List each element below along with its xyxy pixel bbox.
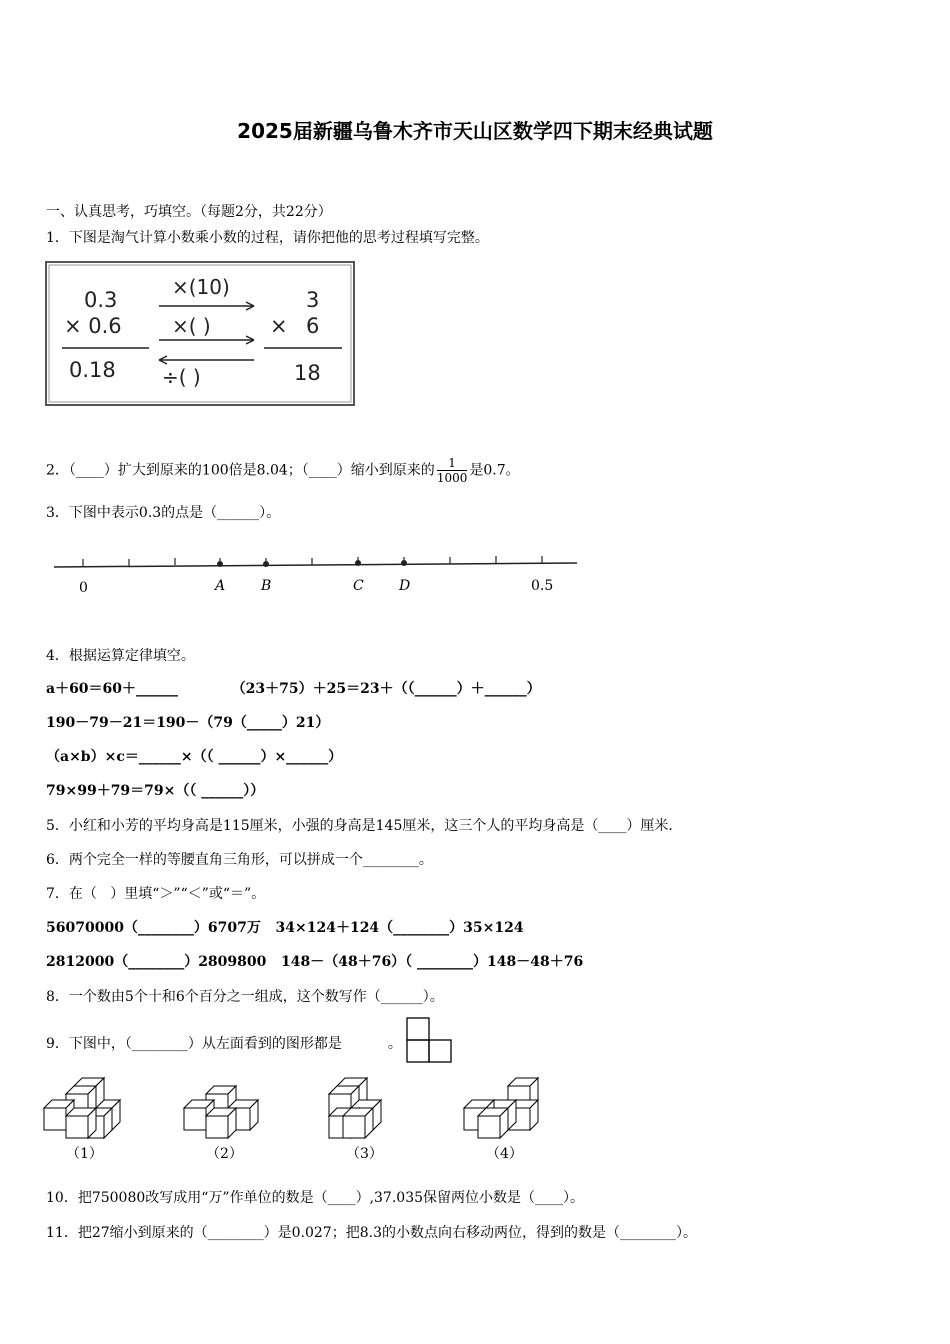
question-4-line-1: a＋60＝60＋______ （23＋75）＋25＝23＋（（______）＋______） [46, 681, 541, 697]
cube-figure-4 [464, 1078, 538, 1138]
question-8: 8．一个数由5个十和6个百分之一组成，这个数写作（______）。 [46, 989, 444, 1005]
number-line-label-0: 0 [79, 580, 88, 596]
q9-cube-figures [40, 1072, 560, 1142]
question-7-line-1: 56070000（________）6707万 34×124＋124（________）35×124 [46, 920, 524, 936]
number-line-point-a: A [215, 578, 226, 594]
question-4-line-4: 79×99＋79＝79×（（ ______）） [46, 783, 265, 799]
question-4-line-3: （a×b）×c＝______×（（ ______）×______） [46, 749, 343, 765]
q1-result-b: 18 [294, 361, 321, 385]
q9-option-label-1: （1） [66, 1146, 103, 1162]
question-7: 7．在（ ）里填“＞”“＜”或“＝”。 [46, 886, 266, 902]
question-2-tail: 是0.7。 [469, 462, 520, 479]
fraction-denominator: 1000 [436, 471, 468, 485]
question-10: 10．把750080改写成用“万”作单位的数是（____）,37.035保留两位小数是（____）。 [46, 1190, 585, 1206]
number-line-point-c: C [353, 578, 364, 594]
question-11: 11．把27缩小到原来的（________）是0.027；把8.3的小数点向右移动两位，得到的数是（________）。 [46, 1225, 697, 1241]
section-heading: 一、认真思考，巧填空。（每题2分，共22分） [46, 204, 332, 220]
q9-option-label-2: （2） [206, 1146, 243, 1162]
question-2-text: 2．（____）扩大到原来的100倍是8.04；（____）缩小到原来的 [46, 462, 435, 479]
q1-top-op: ×(10) [172, 275, 230, 299]
q1-factor-a: 0.3 [84, 288, 118, 312]
question-4-line-2: 190－79－21＝190－（79（_____）21） [46, 715, 330, 731]
page-title: 2025届新疆乌鲁木齐市天山区数学四下期末经典试题 [237, 119, 713, 143]
q1-factor-c: 3 [306, 288, 320, 312]
number-line-point-d: D [399, 578, 411, 594]
number-line-point-b: B [261, 578, 272, 594]
q9-option-label-3: （3） [346, 1146, 383, 1162]
number-line [50, 550, 585, 600]
q1-factor-d: 6 [306, 314, 320, 338]
question-4: 4．根据运算定律填空。 [46, 648, 195, 664]
question-1: 1．下图是淘气计算小数乘小数的过程，请你把他的思考过程填写完整。 [46, 230, 489, 246]
cube-figure-1 [44, 1078, 120, 1138]
q1-calculation-figure [44, 260, 358, 410]
q1-result-a: 0.18 [69, 358, 116, 382]
number-line-label-05: 0.5 [531, 578, 554, 594]
cube-figure-2 [184, 1086, 258, 1138]
q9-left-view-shape [406, 1017, 452, 1063]
q9-option-label-4: （4） [486, 1146, 523, 1162]
question-3: 3．下图中表示0.3的点是（______）。 [46, 505, 281, 521]
question-2 [46, 456, 520, 485]
q1-times-sign: × [270, 314, 288, 338]
question-9-text: 9．下图中，（________）从左面看到的图形都是 [46, 1036, 342, 1052]
cube-figure-3 [329, 1078, 381, 1138]
fraction-1-1000 [437, 456, 468, 485]
fraction-numerator: 1 [437, 456, 468, 471]
question-7-line-2: 2812000（________）2809800 148－（48＋76）（ ________）148－48＋76 [46, 954, 584, 970]
question-9-tail: 。 [387, 1036, 402, 1052]
q1-factor-b: × 0.6 [64, 314, 122, 338]
q1-bottom-op: ÷( ) [162, 365, 201, 389]
question-5: 5．小红和小芳的平均身高是115厘米，小强的身高是145厘米，这三个人的平均身高是（____）厘米. [46, 818, 673, 834]
question-9 [46, 1035, 402, 1053]
question-6: 6．两个完全一样的等腰直角三角形，可以拼成一个________。 [46, 852, 433, 868]
q1-mid-op: ×( ) [172, 314, 211, 338]
